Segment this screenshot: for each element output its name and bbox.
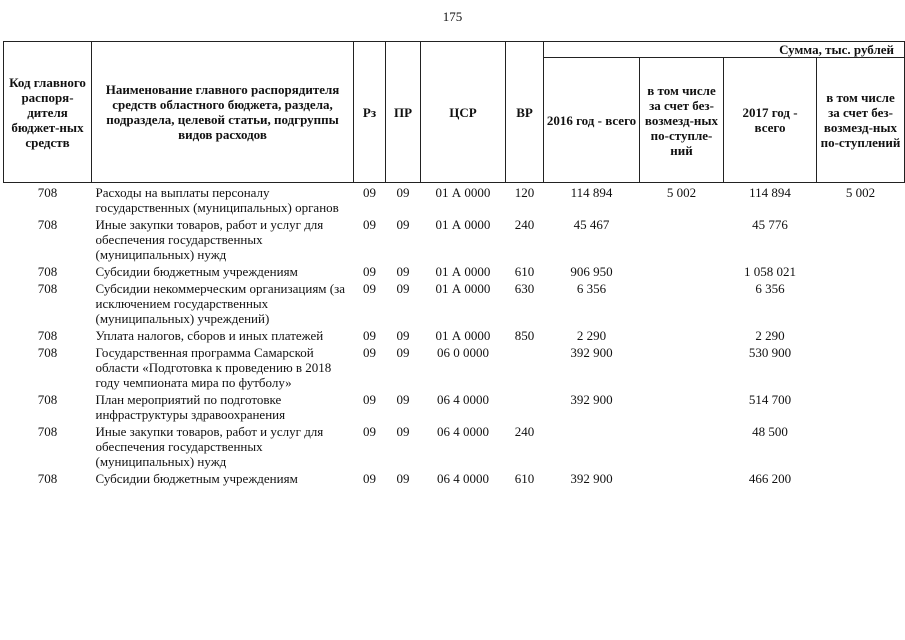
cell-2016-total: 6 356 (576, 281, 607, 296)
table-row (4, 424, 905, 471)
cell-name: Уплата налогов, сборов и иных платежей (95, 328, 324, 343)
cell-2017-total: 45 776 (752, 217, 788, 232)
cell-rz: 09 (363, 392, 376, 407)
cell-pr: 09 (396, 264, 410, 279)
cell-2016-grants (640, 328, 724, 345)
cell-csr: 01 А 0000 (435, 264, 491, 279)
table-row (4, 281, 905, 328)
header-name: Наименование главного распорядителя средств областного бюджета, раздела, подраздела, целевой статьи, подгруппы видов расходов (92, 42, 354, 183)
cell-name: Иные закупки товаров, работ и услуг для обеспечения государственных (муниципальных) нужд (95, 217, 324, 262)
cell-rz: 09 (363, 471, 376, 486)
cell-name: Субсидии бюджетным учреждениям (95, 264, 298, 279)
cell-code: 708 (37, 392, 58, 407)
cell-2016-grants (640, 424, 724, 471)
cell-2016-total: 114 894 (570, 185, 613, 200)
cell-rz: 09 (363, 424, 376, 439)
table-row (4, 183, 905, 218)
header-pr: ПР (386, 42, 421, 183)
cell-2017-grants (817, 424, 905, 471)
cell-code: 708 (37, 471, 58, 486)
cell-vr (506, 345, 544, 392)
cell-2016-total (544, 424, 640, 471)
cell-pr: 09 (396, 345, 410, 360)
cell-rz: 09 (363, 345, 376, 360)
header-2016-total: 2016 год - всего (544, 58, 640, 183)
cell-csr: 06 0 0000 (437, 345, 489, 360)
cell-name: Государственная программа Самарской области «Подготовка к проведению в 2018 году чемпионата мира по футболу» (95, 345, 332, 390)
cell-csr: 06 4 0000 (437, 424, 489, 439)
cell-2017-total: 48 500 (752, 424, 788, 439)
cell-name: Расходы на выплаты персоналу государственных (муниципальных) органов (95, 185, 339, 215)
cell-csr: 01 А 0000 (435, 281, 491, 296)
cell-name: Иные закупки товаров, работ и услуг для обеспечения государственных (муниципальных) нужд (95, 424, 324, 469)
cell-vr (506, 392, 544, 424)
cell-2017-grants (817, 264, 905, 281)
header-code: Код главного распоря-дителя бюджет-ных средств (4, 42, 92, 183)
table-row (4, 328, 905, 345)
table-header (4, 42, 905, 183)
cell-vr: 120 (514, 185, 535, 200)
cell-csr: 01 А 0000 (435, 185, 491, 200)
header-csr: ЦСР (421, 42, 506, 183)
cell-code: 708 (37, 281, 58, 296)
table-row (4, 264, 905, 281)
cell-2016-grants (640, 281, 724, 328)
cell-csr: 01 А 0000 (435, 328, 491, 343)
header-2017-total: 2017 год - всего (724, 58, 817, 183)
cell-pr: 09 (396, 217, 410, 232)
table-row (4, 471, 905, 488)
cell-2017-total: 2 290 (755, 328, 785, 343)
cell-rz: 09 (363, 217, 376, 232)
cell-vr: 610 (514, 471, 535, 486)
cell-rz: 09 (363, 264, 376, 279)
cell-rz: 09 (363, 185, 376, 200)
cell-2016-grants (640, 264, 724, 281)
cell-code: 708 (37, 264, 58, 279)
cell-2017-total: 514 700 (748, 392, 792, 407)
cell-2017-grants (817, 328, 905, 345)
cell-2017-grants (817, 345, 905, 392)
cell-vr: 610 (514, 264, 535, 279)
table-row (4, 217, 905, 264)
cell-2017-total: 466 200 (748, 471, 792, 486)
cell-2016-total: 392 900 (570, 392, 613, 407)
cell-name: Субсидии некоммерческим организациям (за исключением государственных (муниципальных) учреждений) (95, 281, 346, 326)
table-row (4, 345, 905, 392)
cell-2017-total: 6 356 (755, 281, 785, 296)
cell-code: 708 (37, 424, 58, 439)
cell-csr: 06 4 0000 (437, 392, 489, 407)
cell-2016-total: 906 950 (570, 264, 613, 279)
cell-2016-total: 45 467 (573, 217, 610, 232)
cell-pr: 09 (396, 281, 410, 296)
cell-2016-grants: 5 002 (666, 185, 697, 200)
cell-csr: 06 4 0000 (437, 471, 489, 486)
cell-vr: 850 (514, 328, 535, 343)
cell-vr: 630 (514, 281, 535, 296)
cell-2017-total: 530 900 (748, 345, 792, 360)
header-rz: Рз (354, 42, 386, 183)
cell-code: 708 (37, 217, 58, 232)
cell-code: 708 (37, 345, 58, 360)
header-sum-group: Сумма, тыс. рублей (544, 42, 905, 58)
cell-2017-total: 1 058 021 (744, 264, 796, 279)
budget-table (3, 41, 905, 488)
cell-2017-grants (817, 471, 905, 488)
cell-csr: 01 А 0000 (435, 217, 491, 232)
cell-2016-grants (640, 471, 724, 488)
cell-vr: 240 (514, 217, 535, 232)
cell-code: 708 (37, 328, 58, 343)
cell-2017-total: 114 894 (749, 185, 791, 200)
header-2016-grants: в том числе за счет без-возмезд-ных по-ступле-ний (640, 58, 724, 183)
cell-name: Субсидии бюджетным учреждениям (95, 471, 298, 486)
table-row (4, 392, 905, 424)
cell-pr: 09 (396, 328, 410, 343)
cell-2016-total: 2 290 (576, 328, 607, 343)
cell-2017-grants: 5 002 (845, 185, 876, 200)
header-vr: ВР (506, 42, 544, 183)
cell-name: План мероприятий по подготовке инфраструктуры здравоохранения (95, 392, 286, 422)
cell-2017-grants (817, 281, 905, 328)
cell-pr: 09 (396, 392, 410, 407)
cell-2017-grants (817, 392, 905, 424)
cell-2016-grants (640, 345, 724, 392)
cell-2017-grants (817, 217, 905, 264)
page-number: 175 (442, 9, 463, 24)
cell-vr: 240 (514, 424, 535, 439)
table-body (4, 183, 905, 489)
cell-pr: 09 (396, 424, 410, 439)
cell-code: 708 (37, 185, 58, 200)
cell-2016-grants (640, 217, 724, 264)
cell-pr: 09 (396, 185, 410, 200)
cell-2016-total: 392 900 (570, 345, 613, 360)
cell-rz: 09 (363, 328, 376, 343)
cell-2016-total: 392 900 (570, 471, 613, 486)
cell-2016-grants (640, 392, 724, 424)
header-2017-grants: в том числе за счет без-возмезд-ных по-ступлений (817, 58, 905, 183)
cell-pr: 09 (396, 471, 410, 486)
cell-rz: 09 (363, 281, 376, 296)
